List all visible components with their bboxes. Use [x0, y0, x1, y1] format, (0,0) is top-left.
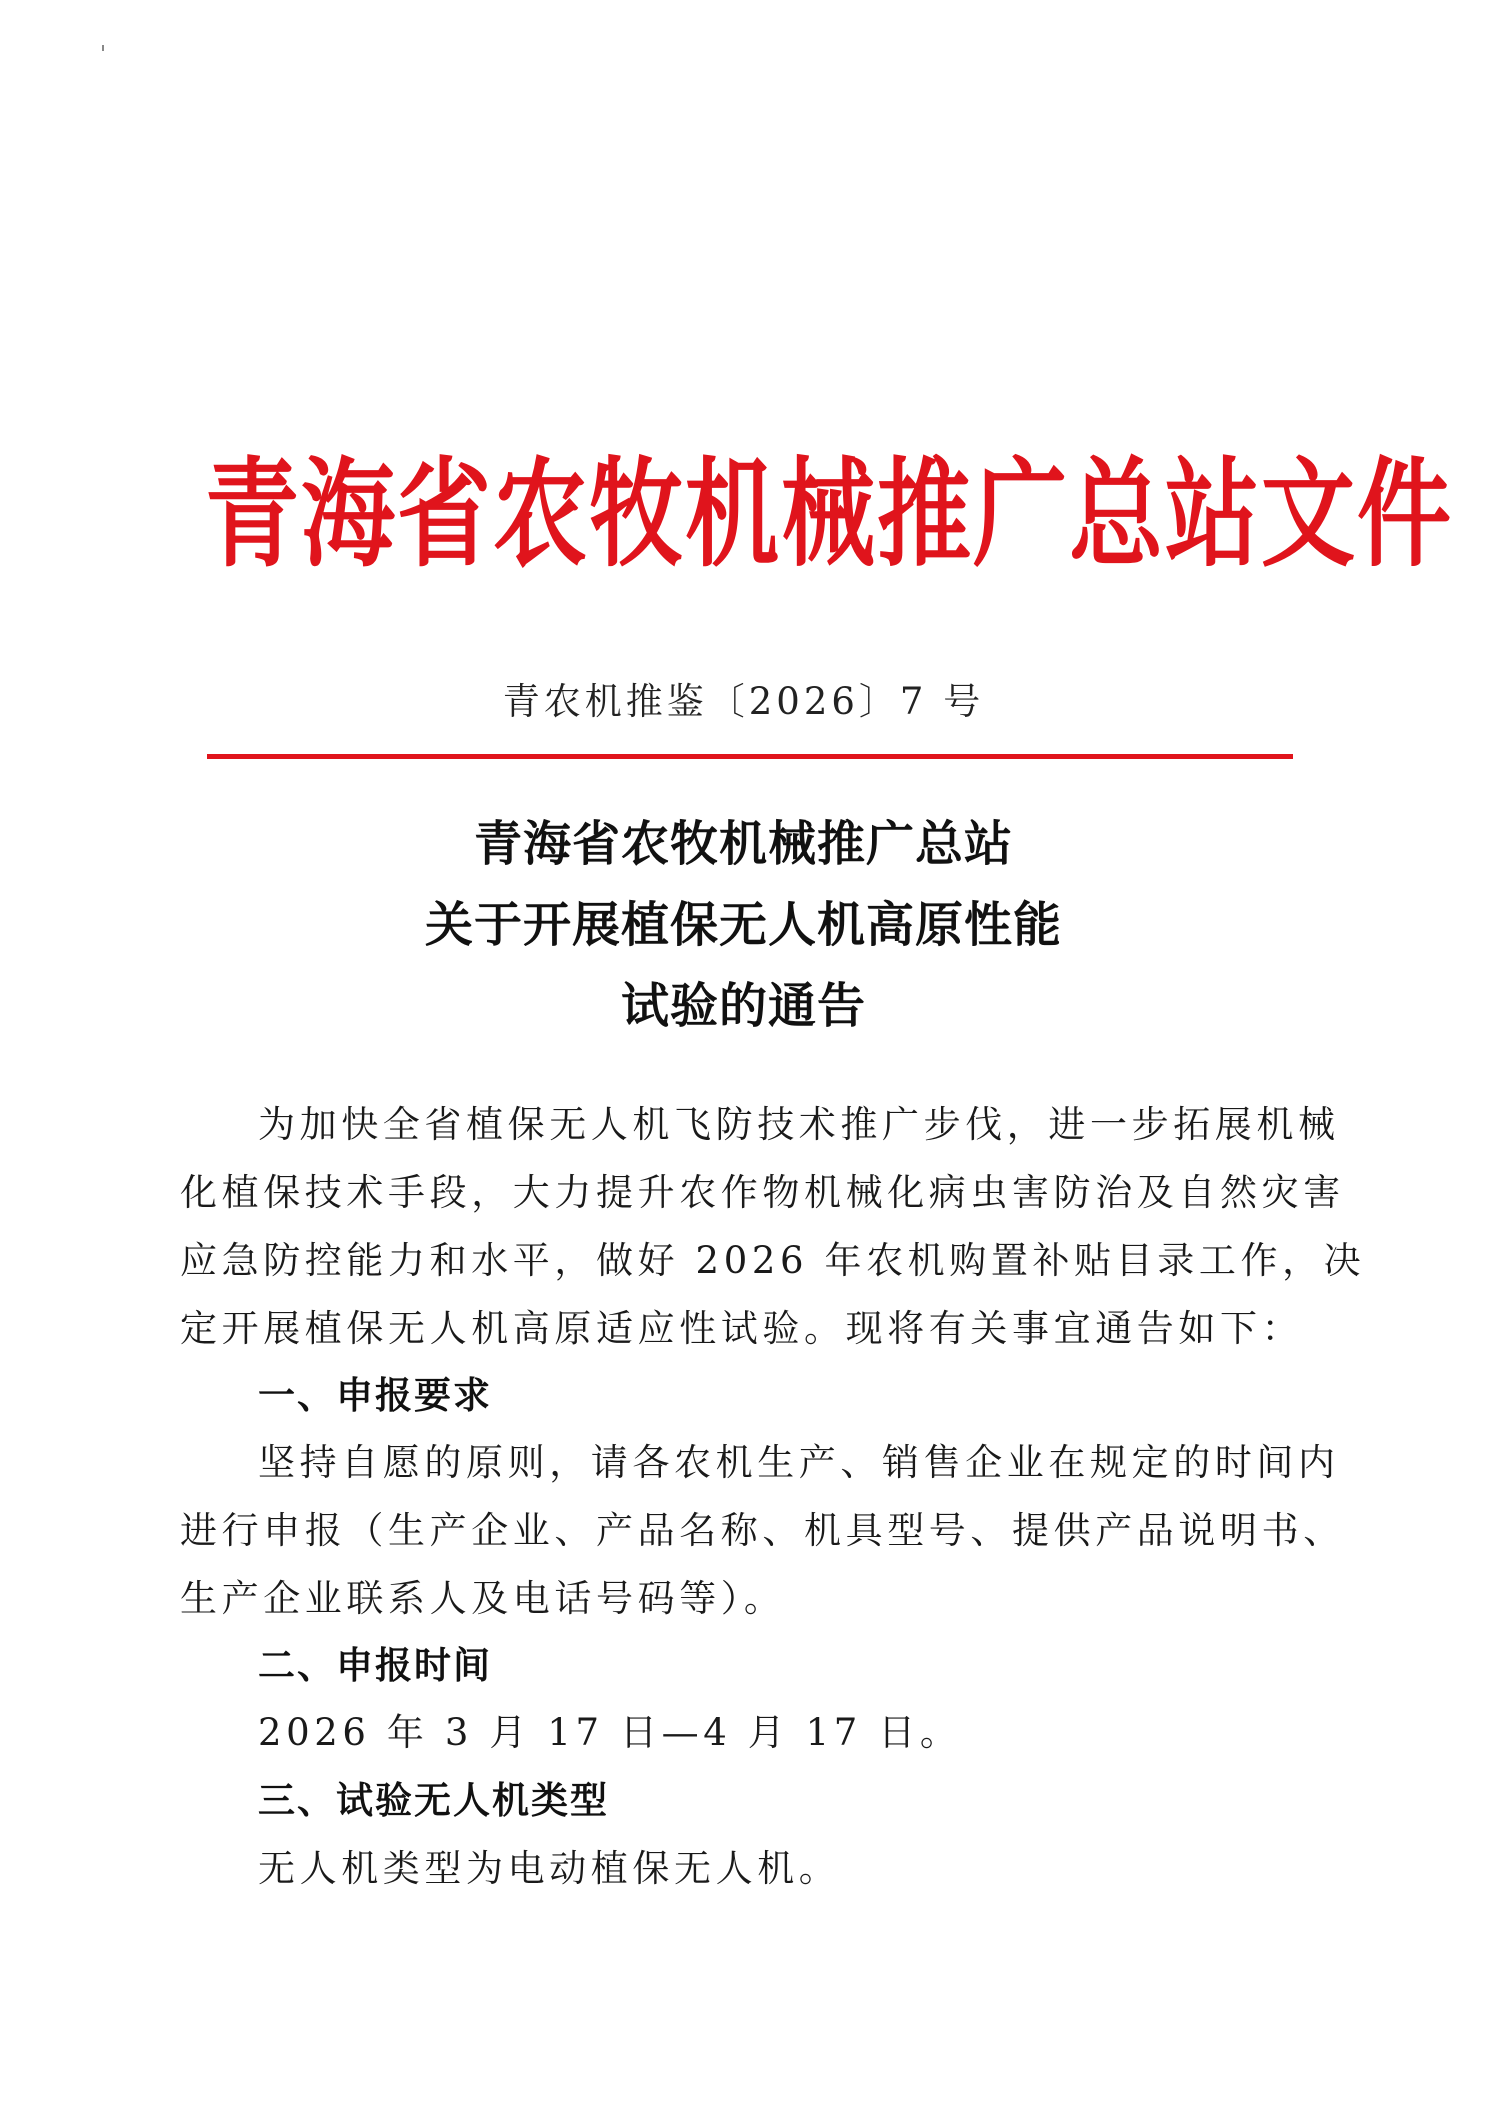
section-heading-time: 二、申报时间: [258, 1644, 492, 1687]
document-title-line-3: 试验的通告: [620, 978, 866, 1034]
section-body-line: 无人机类型为电动植保无人机。: [258, 1847, 841, 1890]
intro-paragraph-line: 为加快全省植保无人机飞防技术推广步伐，进一步拓展机械: [258, 1103, 1340, 1146]
document-number: 青农机推鉴〔2026〕7 号: [502, 680, 985, 723]
section-body-line: 进行申报（生产企业、产品名称、机具型号、提供产品说明书、: [180, 1509, 1345, 1552]
intro-paragraph-line: 化植保技术手段，大力提升农作物机械化病虫害防治及自然灾害: [180, 1171, 1345, 1214]
section-body-line: 2026 年 3 月 17 日—4 月 17 日。: [258, 1711, 962, 1754]
section-body-line: 生产企业联系人及电话号码等）。: [180, 1577, 786, 1620]
intro-paragraph-line: 定开展植保无人机高原适应性试验。现将有关事宜通告如下：: [180, 1307, 1304, 1350]
document-title-line-1: 青海省农牧机械推广总站: [473, 816, 1013, 872]
section-heading-drone-type: 三、试验无人机类型: [258, 1779, 609, 1822]
document-title-line-2: 关于开展植保无人机高原性能: [424, 897, 1062, 953]
red-separator-line: [207, 754, 1293, 759]
section-heading-requirements: 一、申报要求: [258, 1374, 492, 1417]
scan-speck: [102, 45, 104, 51]
section-body-line: 坚持自愿的原则，请各农机生产、销售企业在规定的时间内: [258, 1441, 1340, 1484]
issuer-red-header: 青海省农牧机械推广总站文件: [205, 446, 1454, 584]
intro-paragraph-line: 应急防控能力和水平，做好 2026 年农机购置补贴目录工作，决: [180, 1239, 1366, 1282]
